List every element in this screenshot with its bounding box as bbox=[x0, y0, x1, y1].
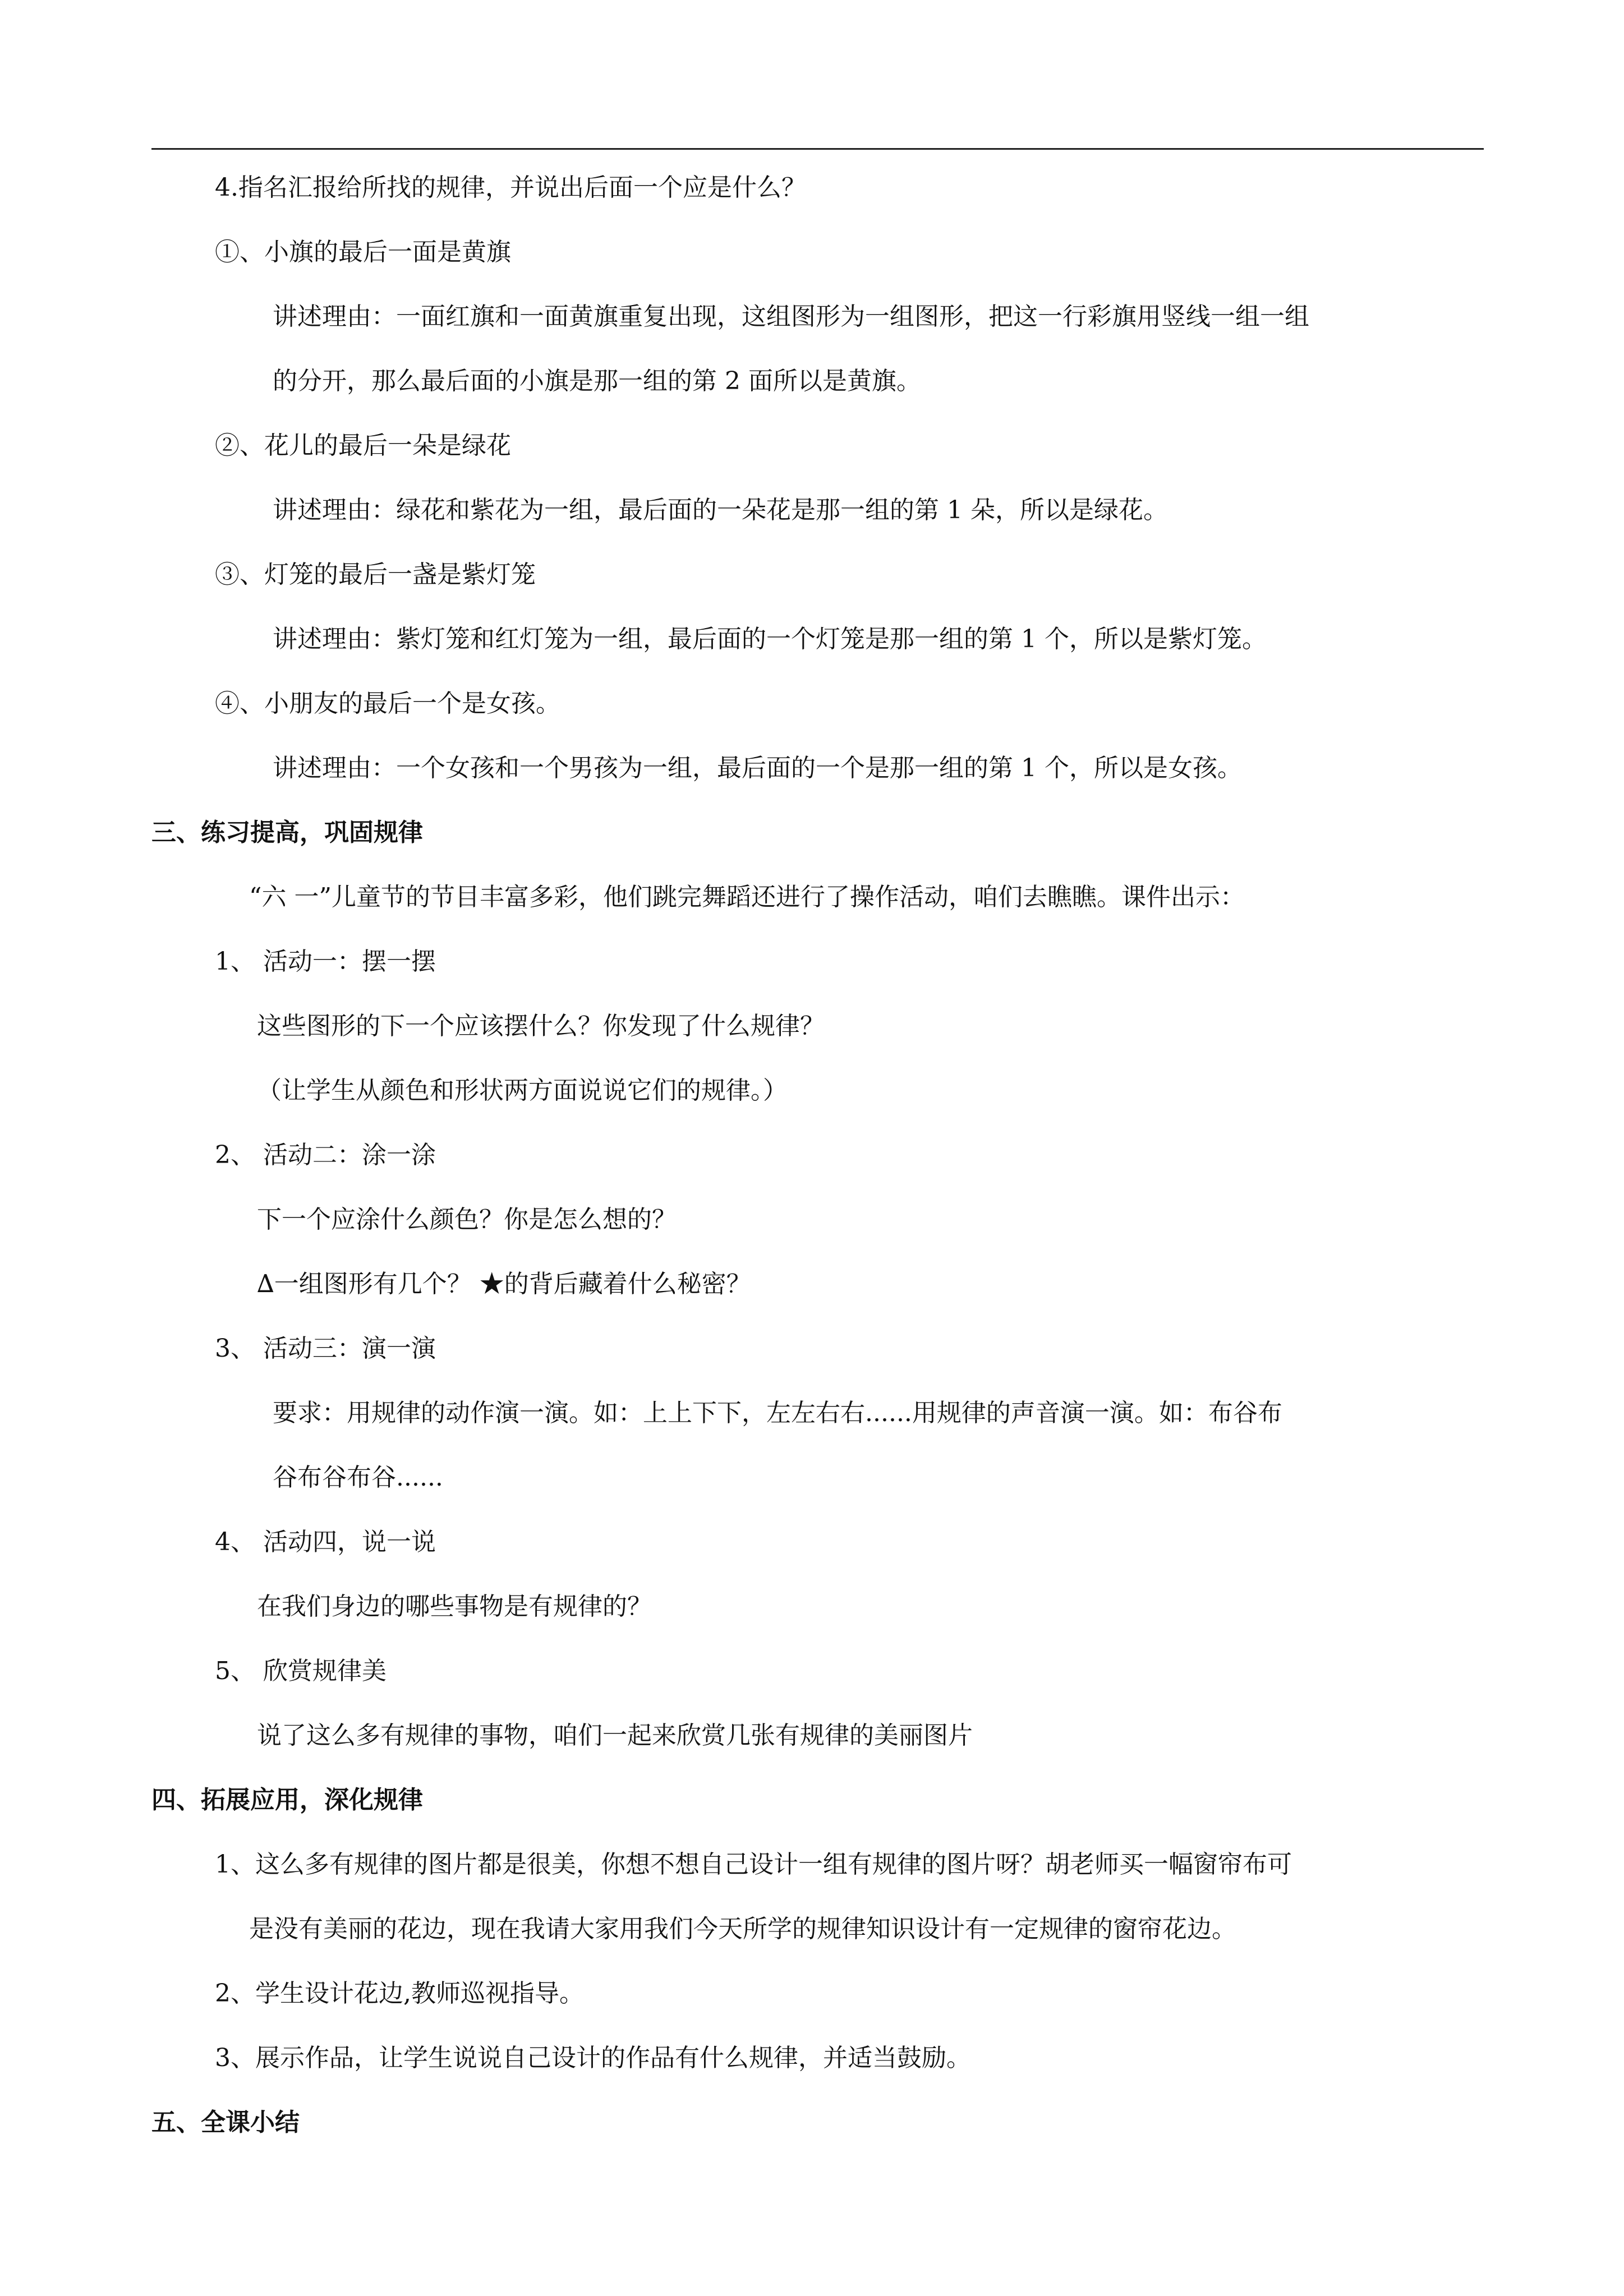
text-line: 4.指名汇报给所找的规律，并说出后面一个应是什么？ bbox=[215, 173, 806, 202]
list-item: 2、学生设计花边,教师巡视指导。 bbox=[215, 1979, 584, 2008]
list-item: 1、这么多有规律的图片都是很美，你想不想自己设计一组有规律的图片呀？胡老师买一幅窗帘布可 bbox=[215, 1850, 1292, 1879]
list-item: 1、 活动一：摆一摆 bbox=[215, 947, 436, 976]
list-item: 3、展示作品，让学生说说自己设计的作品有什么规律，并适当鼓励。 bbox=[215, 2044, 971, 2072]
text-line: 谷布谷布谷...... bbox=[273, 1463, 443, 1492]
text-line: 这些图形的下一个应该摆什么？你发现了什么规律？ bbox=[257, 1012, 825, 1040]
text-line: 讲述理由：一个女孩和一个男孩为一组，最后面的一个是那一组的第 1 个，所以是女孩。 bbox=[273, 754, 1242, 782]
text-line: 说了这么多有规律的事物，咱们一起来欣赏几张有规律的美丽图片 bbox=[257, 1721, 973, 1750]
text-line: 讲述理由：绿花和紫花为一组，最后面的一朵花是那一组的第 1 朵，所以是绿花。 bbox=[273, 496, 1168, 524]
list-item: 2、 活动二：涂一涂 bbox=[215, 1141, 436, 1169]
text-line: 要求：用规律的动作演一演。如：上上下下，左左右右......用规律的声音演一演。如：布谷布 bbox=[273, 1399, 1282, 1427]
header-rule bbox=[151, 148, 1484, 150]
text-line: 的分开，那么最后面的小旗是那一组的第 2 面所以是黄旗。 bbox=[273, 367, 921, 395]
list-item: ①、小旗的最后一面是黄旗 bbox=[215, 238, 511, 266]
section-heading: 五、全课小结 bbox=[151, 2108, 300, 2137]
text-line: 讲述理由：一面红旗和一面黄旗重复出现，这组图形为一组图形，把这一行彩旗用竖线一组一组 bbox=[273, 302, 1309, 331]
list-item: ②、花儿的最后一朵是绿花 bbox=[215, 431, 511, 460]
list-item: 5、 欣赏规律美 bbox=[215, 1657, 387, 1685]
text-line: 在我们身边的哪些事物是有规律的？ bbox=[257, 1592, 652, 1621]
text-line: ∆一组图形有几个？ ★的背后藏着什么秘密？ bbox=[257, 1270, 751, 1298]
text-line: 讲述理由：紫灯笼和红灯笼为一组，最后面的一个灯笼是那一组的第 1 个，所以是紫灯笼。 bbox=[273, 625, 1267, 653]
list-item: ④、小朋友的最后一个是女孩。 bbox=[215, 689, 560, 718]
list-item: 3、 活动三：演一演 bbox=[215, 1334, 436, 1363]
text-line: “六 一”儿童节的节目丰富多彩，他们跳完舞蹈还进行了操作活动，咱们去瞧瞧。课件出示： bbox=[249, 883, 1245, 911]
text-line: 下一个应涂什么颜色？你是怎么想的？ bbox=[257, 1205, 677, 1234]
section-heading: 四、拓展应用，深化规律 bbox=[151, 1786, 423, 1814]
section-heading: 三、练习提高，巩固规律 bbox=[151, 818, 423, 847]
list-item: ③、灯笼的最后一盏是紫灯笼 bbox=[215, 560, 536, 589]
list-item: 4、 活动四，说一说 bbox=[215, 1528, 436, 1556]
text-line: （让学生从颜色和形状两方面说说它们的规律。） bbox=[257, 1076, 788, 1105]
text-line: 是没有美丽的花边，现在我请大家用我们今天所学的规律知识设计有一定规律的窗帘花边。 bbox=[249, 1915, 1236, 1943]
